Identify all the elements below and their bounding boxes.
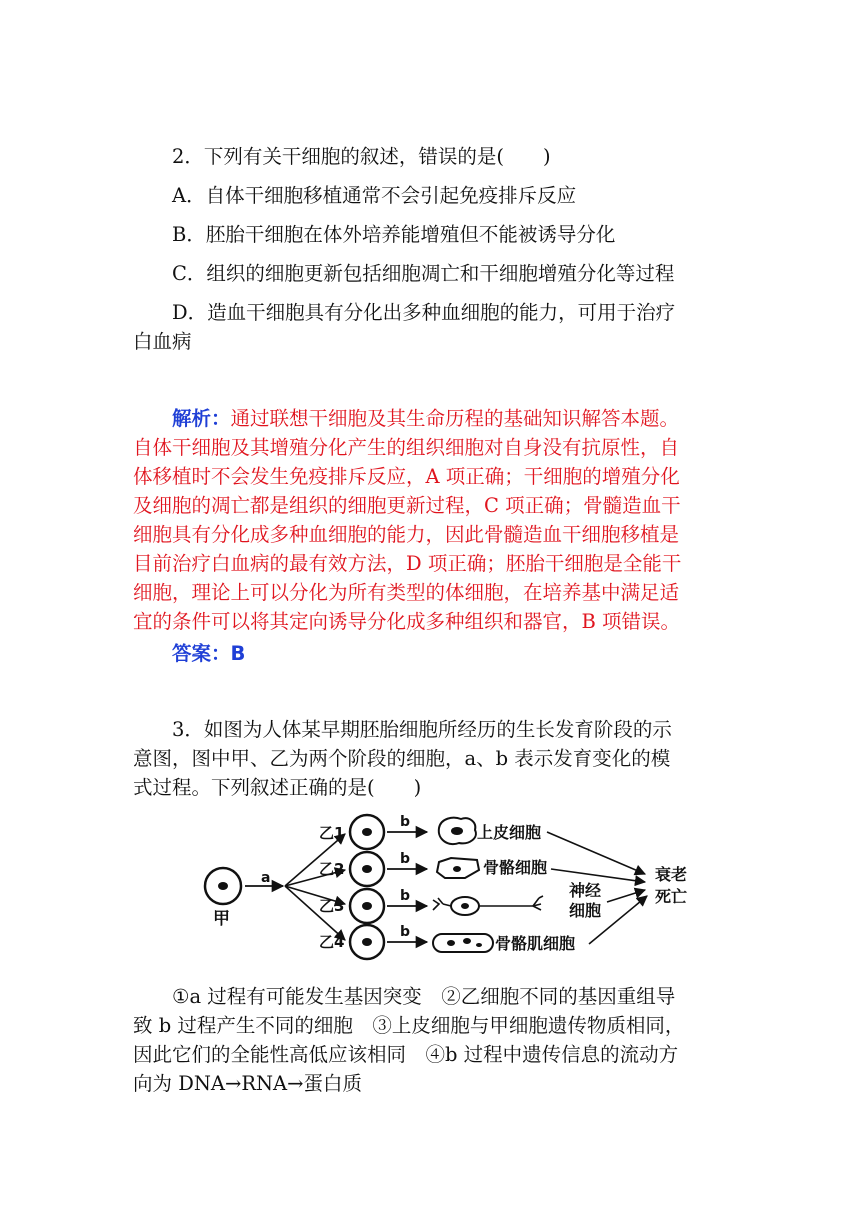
label-yi-1: 乙1 — [319, 824, 345, 842]
cell-jia — [205, 868, 241, 904]
label-yi-3: 乙3 — [319, 897, 345, 915]
cell-yi-2 — [350, 852, 384, 886]
label-yi-2: 乙2 — [319, 860, 345, 878]
analysis-label: 解析： — [172, 407, 231, 430]
label-yi-4: 乙4 — [319, 933, 345, 951]
label-skeletal-muscle: 骨骼肌细胞 — [495, 934, 576, 953]
label-epithelial: 上皮细胞 — [477, 823, 542, 842]
answer — [172, 641, 245, 667]
q2-stem: 2．下列有关干细胞的叙述，错误的是( ) — [172, 145, 551, 168]
q3-stem-line2: 意图，图中甲、乙为两个阶段的细胞，a、b 表示发育变化的模 — [133, 747, 671, 770]
cell-yi-4 — [350, 925, 384, 959]
q3-statement-line4: 向为 DNA→RNA→蛋白质 — [133, 1072, 362, 1095]
analysis-line-6: 目前治疗白血病的最有效方法，D 项正确；胚胎干细胞是全能干 — [133, 552, 682, 575]
epithelial-cell — [439, 818, 476, 844]
analysis-line-3: 体移植时不会发生免疫排斥反应，A 项正确；干细胞的增殖分化 — [133, 465, 680, 488]
bone-cell — [437, 858, 479, 878]
q2-option-d-line1: D．造血干细胞具有分化出多种血细胞的能力，可用于治疗 — [172, 301, 676, 324]
q2-option-a: A．自体干细胞移植通常不会引起免疫排斥反应 — [172, 184, 577, 207]
cell-development-diagram — [195, 812, 735, 982]
q3-statement-line1: ①a 过程有可能发生基因突变 ②乙细胞不同的基因重组导 — [172, 985, 676, 1008]
analysis-text: 通过联想干细胞及其生命历程的基础知识解答本题。 — [230, 407, 680, 430]
answer-label: 答案： — [172, 642, 231, 665]
q3-stem-line3: 式过程。下列叙述正确的是( ) — [133, 776, 422, 799]
analysis-line-2: 自体干细胞及其增殖分化产生的组织细胞对自身没有抗原性，自 — [133, 436, 680, 459]
arrow-to-end-3 — [607, 890, 645, 902]
q3-statement-line3: 因此它们的全能性高低应该相同 ④b 过程中遗传信息的流动方 — [133, 1043, 679, 1066]
neuron-cell — [433, 896, 543, 915]
label-jia: 甲 — [213, 909, 230, 929]
label-a: a — [261, 870, 271, 886]
q3-statement-line2: 致 b 过程产生不同的细胞 ③上皮细胞与甲细胞遗传物质相同， — [133, 1014, 685, 1037]
label-neuron-1: 神经 — [569, 881, 602, 900]
q2-option-c: C．组织的细胞更新包括细胞凋亡和干细胞增殖分化等过程 — [172, 262, 675, 285]
q2-option-d-line2: 白血病 — [133, 330, 192, 353]
label-b-4: b — [400, 924, 411, 940]
label-b-3: b — [400, 888, 411, 904]
analysis-line-4: 及细胞的凋亡都是组织的细胞更新过程，C 项正确；骨髓造血干 — [133, 494, 681, 517]
answer-value: B — [230, 642, 246, 665]
cell-yi-1 — [350, 815, 384, 849]
label-b-1: b — [400, 814, 411, 830]
q3-stem-line1: 3．如图为人体某早期胚胎细胞所经历的生长发育阶段的示 — [172, 718, 672, 741]
analysis-line-7: 细胞，理论上可以分化为所有类型的体细胞，在培养基中满足适 — [133, 581, 680, 604]
label-b-2: b — [400, 851, 411, 867]
label-death: 死亡 — [655, 887, 688, 906]
analysis-line-5: 细胞具有分化成多种血细胞的能力，因此骨髓造血干细胞移植是 — [133, 523, 680, 546]
label-neuron-2: 细胞 — [569, 901, 602, 920]
arrow-to-end-1 — [547, 832, 645, 874]
analysis-line-1 — [172, 406, 679, 432]
analysis-line-8: 宜的条件可以将其定向诱导分化成多种组织和器官，B 项错误。 — [133, 610, 681, 633]
label-ageing: 衰老 — [655, 865, 688, 884]
q2-option-b: B．胚胎干细胞在体外培养能增殖但不能被诱导分化 — [172, 223, 616, 246]
label-bone: 骨骼细胞 — [483, 858, 548, 877]
cell-yi-3 — [350, 889, 384, 923]
skeletal-muscle-cell — [433, 934, 493, 952]
